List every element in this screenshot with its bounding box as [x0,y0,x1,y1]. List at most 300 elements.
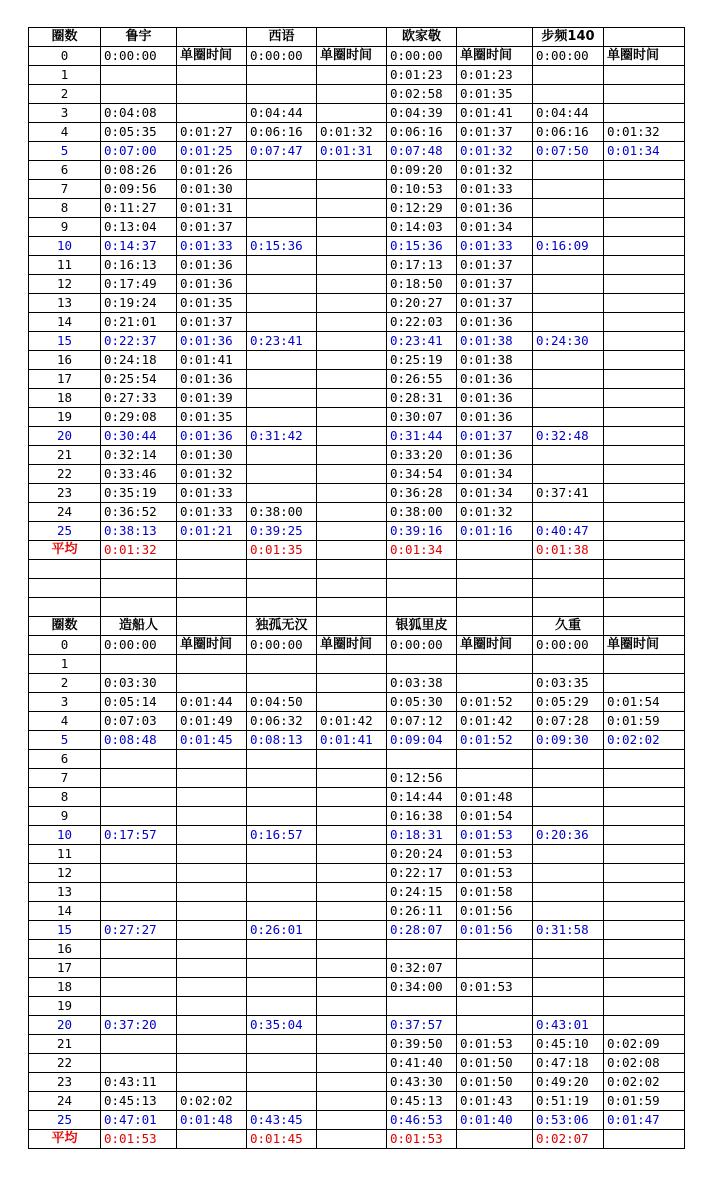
cumulative-time-cell[interactable] [533,465,604,484]
cumulative-time-cell[interactable]: 0:11:27 [101,199,177,218]
lap-split-cell[interactable] [177,85,247,104]
average-value-cell[interactable] [604,1130,685,1149]
round-number-cell[interactable]: 21 [29,1035,101,1054]
lap-split-cell[interactable] [177,978,247,997]
lap-split-cell[interactable]: 0:01:52 [457,693,533,712]
empty-cell[interactable] [604,617,685,636]
lap-time-header-cell[interactable]: 单圈时间 [604,47,685,66]
cumulative-time-cell[interactable] [247,484,317,503]
cumulative-time-cell[interactable]: 0:38:00 [247,503,317,522]
cumulative-time-cell[interactable] [101,883,177,902]
cumulative-time-cell[interactable]: 0:27:33 [101,389,177,408]
round-number-cell[interactable]: 6 [29,161,101,180]
lap-split-cell[interactable]: 0:01:53 [457,864,533,883]
empty-cell[interactable] [457,598,533,617]
cumulative-time-cell[interactable]: 0:05:14 [101,693,177,712]
cumulative-time-cell[interactable]: 0:43:45 [247,1111,317,1130]
lap-split-cell[interactable] [317,674,387,693]
lap-split-cell[interactable] [604,959,685,978]
lap-split-cell[interactable] [177,845,247,864]
cumulative-time-cell[interactable]: 0:13:04 [101,218,177,237]
cumulative-time-cell[interactable]: 0:24:18 [101,351,177,370]
lap-split-cell[interactable] [177,769,247,788]
empty-cell[interactable] [177,560,247,579]
lap-split-cell[interactable] [317,864,387,883]
lap-split-cell[interactable]: 0:01:53 [457,845,533,864]
average-label-cell[interactable]: 平均 [29,1130,101,1149]
average-value-cell[interactable] [604,541,685,560]
cumulative-time-cell[interactable] [533,294,604,313]
lap-split-cell[interactable] [604,237,685,256]
lap-split-cell[interactable]: 0:02:02 [604,1073,685,1092]
lap-split-cell[interactable]: 0:01:33 [457,180,533,199]
cumulative-time-cell[interactable]: 0:09:30 [533,731,604,750]
cumulative-time-cell[interactable]: 0:21:01 [101,313,177,332]
cumulative-time-cell[interactable] [247,313,317,332]
cumulative-time-cell[interactable] [101,1035,177,1054]
lap-split-cell[interactable] [457,769,533,788]
cumulative-time-cell[interactable]: 0:08:13 [247,731,317,750]
cumulative-time-cell[interactable]: 0:38:13 [101,522,177,541]
lap-split-cell[interactable] [604,845,685,864]
lap-split-cell[interactable]: 0:01:25 [177,142,247,161]
cumulative-time-cell[interactable]: 0:35:19 [101,484,177,503]
cumulative-time-cell[interactable]: 0:07:50 [533,142,604,161]
cumulative-time-cell[interactable]: 0:31:44 [387,427,457,446]
empty-cell[interactable] [247,598,317,617]
lap-split-cell[interactable] [457,674,533,693]
lap-split-cell[interactable] [317,1092,387,1111]
lap-split-cell[interactable] [317,978,387,997]
lap-split-cell[interactable] [457,940,533,959]
cumulative-time-cell[interactable]: 0:16:13 [101,256,177,275]
cumulative-time-cell[interactable]: 0:05:30 [387,693,457,712]
lap-split-cell[interactable]: 0:01:47 [604,1111,685,1130]
cumulative-time-cell[interactable] [247,1092,317,1111]
lap-split-cell[interactable]: 0:01:52 [457,731,533,750]
empty-cell[interactable] [317,598,387,617]
lap-split-cell[interactable]: 0:01:43 [457,1092,533,1111]
round-number-cell[interactable]: 2 [29,674,101,693]
cumulative-time-cell[interactable]: 0:00:00 [387,47,457,66]
cumulative-time-cell[interactable]: 0:03:38 [387,674,457,693]
cumulative-time-cell[interactable] [101,845,177,864]
empty-cell[interactable] [387,579,457,598]
lap-split-cell[interactable]: 0:01:32 [604,123,685,142]
cumulative-time-cell[interactable] [533,503,604,522]
cumulative-time-cell[interactable]: 0:36:52 [101,503,177,522]
cumulative-time-cell[interactable] [387,997,457,1016]
lap-split-cell[interactable]: 0:01:37 [457,294,533,313]
lap-split-cell[interactable] [317,693,387,712]
empty-cell[interactable] [177,598,247,617]
cumulative-time-cell[interactable]: 0:28:07 [387,921,457,940]
cumulative-time-cell[interactable]: 0:00:00 [101,636,177,655]
cumulative-time-cell[interactable]: 0:09:56 [101,180,177,199]
cumulative-time-cell[interactable] [533,351,604,370]
lap-split-cell[interactable] [604,408,685,427]
round-number-cell[interactable]: 8 [29,788,101,807]
empty-cell[interactable] [387,560,457,579]
round-number-cell[interactable]: 19 [29,408,101,427]
round-number-cell[interactable]: 2 [29,85,101,104]
cumulative-time-cell[interactable]: 0:07:03 [101,712,177,731]
lap-split-cell[interactable] [317,180,387,199]
lap-split-cell[interactable]: 0:01:56 [457,902,533,921]
lap-split-cell[interactable]: 0:01:35 [457,85,533,104]
cumulative-time-cell[interactable]: 0:16:57 [247,826,317,845]
cumulative-time-cell[interactable] [247,1035,317,1054]
lap-split-cell[interactable] [317,446,387,465]
lap-split-cell[interactable] [457,997,533,1016]
lap-split-cell[interactable] [604,161,685,180]
cumulative-time-cell[interactable] [533,655,604,674]
lap-split-cell[interactable] [177,826,247,845]
cumulative-time-cell[interactable]: 0:29:08 [101,408,177,427]
round-header-cell[interactable]: 圈数 [29,617,101,636]
cumulative-time-cell[interactable] [533,845,604,864]
lap-split-cell[interactable]: 0:01:31 [317,142,387,161]
cumulative-time-cell[interactable] [247,389,317,408]
lap-split-cell[interactable] [604,921,685,940]
cumulative-time-cell[interactable] [101,1054,177,1073]
cumulative-time-cell[interactable]: 0:06:16 [387,123,457,142]
lap-split-cell[interactable]: 0:01:59 [604,1092,685,1111]
lap-split-cell[interactable]: 0:01:41 [177,351,247,370]
lap-split-cell[interactable] [317,275,387,294]
cumulative-time-cell[interactable]: 0:16:38 [387,807,457,826]
cumulative-time-cell[interactable] [247,465,317,484]
lap-split-cell[interactable] [604,85,685,104]
average-value-cell[interactable]: 0:02:07 [533,1130,604,1149]
cumulative-time-cell[interactable]: 0:00:00 [533,47,604,66]
cumulative-time-cell[interactable]: 0:22:17 [387,864,457,883]
cumulative-time-cell[interactable]: 0:14:03 [387,218,457,237]
round-number-cell[interactable]: 22 [29,465,101,484]
lap-split-cell[interactable]: 0:01:35 [177,294,247,313]
round-number-cell[interactable]: 10 [29,826,101,845]
lap-split-cell[interactable]: 0:01:54 [604,693,685,712]
cumulative-time-cell[interactable]: 0:53:06 [533,1111,604,1130]
lap-time-header-cell[interactable]: 单圈时间 [317,47,387,66]
lap-split-cell[interactable]: 0:02:02 [604,731,685,750]
cumulative-time-cell[interactable]: 0:37:57 [387,1016,457,1035]
empty-cell[interactable] [317,28,387,47]
empty-cell[interactable] [29,579,101,598]
cumulative-time-cell[interactable]: 0:04:44 [247,104,317,123]
lap-split-cell[interactable] [604,66,685,85]
player-name-cell[interactable]: 欧家敬 [387,28,457,47]
cumulative-time-cell[interactable] [247,902,317,921]
cumulative-time-cell[interactable]: 0:06:32 [247,712,317,731]
lap-split-cell[interactable]: 0:01:37 [177,313,247,332]
lap-split-cell[interactable] [177,864,247,883]
cumulative-time-cell[interactable] [101,85,177,104]
round-number-cell[interactable]: 20 [29,427,101,446]
cumulative-time-cell[interactable]: 0:09:20 [387,161,457,180]
cumulative-time-cell[interactable]: 0:28:31 [387,389,457,408]
lap-split-cell[interactable]: 0:01:37 [177,218,247,237]
cumulative-time-cell[interactable] [533,769,604,788]
cumulative-time-cell[interactable]: 0:20:36 [533,826,604,845]
lap-time-header-cell[interactable]: 单圈时间 [604,636,685,655]
cumulative-time-cell[interactable]: 0:09:04 [387,731,457,750]
lap-split-cell[interactable]: 0:01:53 [457,1035,533,1054]
lap-split-cell[interactable]: 0:01:36 [177,370,247,389]
lap-split-cell[interactable]: 0:01:37 [457,427,533,446]
round-number-cell[interactable]: 18 [29,978,101,997]
lap-split-cell[interactable] [604,104,685,123]
cumulative-time-cell[interactable] [533,446,604,465]
lap-split-cell[interactable]: 0:01:56 [457,921,533,940]
lap-split-cell[interactable] [604,465,685,484]
cumulative-time-cell[interactable]: 0:06:16 [247,123,317,142]
lap-split-cell[interactable]: 0:01:30 [177,180,247,199]
lap-split-cell[interactable] [604,522,685,541]
cumulative-time-cell[interactable] [247,978,317,997]
lap-split-cell[interactable] [177,1016,247,1035]
cumulative-time-cell[interactable] [101,940,177,959]
lap-split-cell[interactable]: 0:01:45 [177,731,247,750]
cumulative-time-cell[interactable]: 0:04:39 [387,104,457,123]
lap-split-cell[interactable] [604,1016,685,1035]
empty-cell[interactable] [533,560,604,579]
cumulative-time-cell[interactable]: 0:12:56 [387,769,457,788]
cumulative-time-cell[interactable] [247,750,317,769]
lap-split-cell[interactable]: 0:01:40 [457,1111,533,1130]
cumulative-time-cell[interactable]: 0:45:10 [533,1035,604,1054]
lap-split-cell[interactable] [177,807,247,826]
lap-split-cell[interactable]: 0:01:44 [177,693,247,712]
average-value-cell[interactable]: 0:01:45 [247,1130,317,1149]
cumulative-time-cell[interactable] [101,769,177,788]
cumulative-time-cell[interactable] [247,85,317,104]
cumulative-time-cell[interactable]: 0:00:00 [533,636,604,655]
lap-split-cell[interactable] [457,655,533,674]
lap-split-cell[interactable] [604,218,685,237]
cumulative-time-cell[interactable]: 0:08:26 [101,161,177,180]
average-value-cell[interactable]: 0:01:34 [387,541,457,560]
cumulative-time-cell[interactable]: 0:05:29 [533,693,604,712]
cumulative-time-cell[interactable]: 0:32:14 [101,446,177,465]
round-number-cell[interactable]: 6 [29,750,101,769]
lap-split-cell[interactable] [317,237,387,256]
empty-cell[interactable] [317,579,387,598]
lap-split-cell[interactable] [604,655,685,674]
round-number-cell[interactable]: 13 [29,883,101,902]
round-number-cell[interactable]: 13 [29,294,101,313]
round-number-cell[interactable]: 24 [29,503,101,522]
lap-split-cell[interactable] [317,750,387,769]
player-name-cell[interactable]: 造船人 [101,617,177,636]
empty-cell[interactable] [457,579,533,598]
cumulative-time-cell[interactable] [101,788,177,807]
lap-split-cell[interactable]: 0:01:34 [457,484,533,503]
lap-split-cell[interactable] [604,294,685,313]
lap-split-cell[interactable] [317,655,387,674]
cumulative-time-cell[interactable]: 0:17:49 [101,275,177,294]
empty-cell[interactable] [533,598,604,617]
cumulative-time-cell[interactable]: 0:49:20 [533,1073,604,1092]
cumulative-time-cell[interactable]: 0:43:30 [387,1073,457,1092]
cumulative-time-cell[interactable] [247,408,317,427]
lap-split-cell[interactable] [604,769,685,788]
lap-split-cell[interactable]: 0:01:36 [457,370,533,389]
lap-split-cell[interactable] [317,1054,387,1073]
average-value-cell[interactable]: 0:01:35 [247,541,317,560]
cumulative-time-cell[interactable]: 0:39:25 [247,522,317,541]
cumulative-time-cell[interactable] [247,883,317,902]
average-value-cell[interactable] [177,1130,247,1149]
cumulative-time-cell[interactable]: 0:51:19 [533,1092,604,1111]
cumulative-time-cell[interactable] [247,1054,317,1073]
player-name-cell[interactable]: 独孤无汉 [247,617,317,636]
cumulative-time-cell[interactable]: 0:26:55 [387,370,457,389]
cumulative-time-cell[interactable]: 0:05:35 [101,123,177,142]
cumulative-time-cell[interactable]: 0:37:20 [101,1016,177,1035]
cumulative-time-cell[interactable]: 0:33:46 [101,465,177,484]
round-number-cell[interactable]: 11 [29,845,101,864]
lap-split-cell[interactable] [177,1073,247,1092]
cumulative-time-cell[interactable]: 0:03:35 [533,674,604,693]
lap-split-cell[interactable] [604,788,685,807]
lap-split-cell[interactable] [317,351,387,370]
lap-split-cell[interactable] [177,883,247,902]
cumulative-time-cell[interactable] [533,85,604,104]
cumulative-time-cell[interactable]: 0:35:04 [247,1016,317,1035]
lap-split-cell[interactable]: 0:01:34 [457,218,533,237]
cumulative-time-cell[interactable]: 0:31:58 [533,921,604,940]
cumulative-time-cell[interactable] [533,997,604,1016]
empty-cell[interactable] [604,579,685,598]
cumulative-time-cell[interactable] [247,807,317,826]
cumulative-time-cell[interactable]: 0:33:20 [387,446,457,465]
lap-split-cell[interactable]: 0:01:50 [457,1073,533,1092]
lap-split-cell[interactable] [457,959,533,978]
lap-split-cell[interactable]: 0:01:59 [604,712,685,731]
round-number-cell[interactable]: 23 [29,1073,101,1092]
cumulative-time-cell[interactable] [247,769,317,788]
lap-split-cell[interactable]: 0:01:33 [177,484,247,503]
empty-cell[interactable] [317,560,387,579]
cumulative-time-cell[interactable] [247,275,317,294]
lap-split-cell[interactable] [604,484,685,503]
cumulative-time-cell[interactable] [533,66,604,85]
lap-split-cell[interactable] [317,294,387,313]
cumulative-time-cell[interactable] [101,807,177,826]
lap-split-cell[interactable]: 0:01:33 [177,237,247,256]
lap-split-cell[interactable]: 0:01:32 [317,123,387,142]
lap-split-cell[interactable]: 0:02:02 [177,1092,247,1111]
lap-split-cell[interactable] [604,180,685,199]
cumulative-time-cell[interactable] [247,446,317,465]
cumulative-time-cell[interactable] [247,674,317,693]
lap-split-cell[interactable]: 0:01:53 [457,826,533,845]
cumulative-time-cell[interactable]: 0:30:07 [387,408,457,427]
lap-split-cell[interactable] [604,199,685,218]
cumulative-time-cell[interactable] [247,256,317,275]
round-number-cell[interactable]: 17 [29,370,101,389]
lap-split-cell[interactable]: 0:01:23 [457,66,533,85]
cumulative-time-cell[interactable] [533,256,604,275]
lap-split-cell[interactable] [317,1035,387,1054]
cumulative-time-cell[interactable] [533,750,604,769]
cumulative-time-cell[interactable] [247,864,317,883]
cumulative-time-cell[interactable] [247,218,317,237]
lap-split-cell[interactable]: 0:01:34 [457,465,533,484]
cumulative-time-cell[interactable] [247,655,317,674]
cumulative-time-cell[interactable]: 0:02:58 [387,85,457,104]
lap-split-cell[interactable] [177,788,247,807]
lap-split-cell[interactable] [317,1073,387,1092]
round-number-cell[interactable]: 24 [29,1092,101,1111]
cumulative-time-cell[interactable] [387,655,457,674]
average-label-cell[interactable]: 平均 [29,541,101,560]
cumulative-time-cell[interactable]: 0:07:47 [247,142,317,161]
lap-split-cell[interactable] [457,1016,533,1035]
lap-time-header-cell[interactable]: 单圈时间 [177,636,247,655]
lap-split-cell[interactable] [177,674,247,693]
lap-split-cell[interactable] [317,66,387,85]
round-number-cell[interactable]: 9 [29,807,101,826]
empty-cell[interactable] [457,28,533,47]
cumulative-time-cell[interactable] [247,161,317,180]
cumulative-time-cell[interactable]: 0:36:28 [387,484,457,503]
round-header-cell[interactable]: 圈数 [29,28,101,47]
empty-cell[interactable] [101,598,177,617]
player-name-cell[interactable]: 久重 [533,617,604,636]
lap-split-cell[interactable] [604,997,685,1016]
empty-cell[interactable] [604,560,685,579]
lap-split-cell[interactable] [604,940,685,959]
lap-split-cell[interactable] [317,921,387,940]
lap-split-cell[interactable] [317,332,387,351]
cumulative-time-cell[interactable]: 0:04:44 [533,104,604,123]
lap-split-cell[interactable] [317,85,387,104]
cumulative-time-cell[interactable] [101,750,177,769]
cumulative-time-cell[interactable] [387,940,457,959]
round-number-cell[interactable]: 7 [29,769,101,788]
lap-split-cell[interactable] [317,940,387,959]
empty-cell[interactable] [101,579,177,598]
lap-split-cell[interactable] [317,826,387,845]
cumulative-time-cell[interactable]: 0:08:48 [101,731,177,750]
cumulative-time-cell[interactable] [101,959,177,978]
cumulative-time-cell[interactable] [101,997,177,1016]
lap-split-cell[interactable]: 0:01:41 [317,731,387,750]
cumulative-time-cell[interactable]: 0:47:01 [101,1111,177,1130]
lap-split-cell[interactable]: 0:01:36 [457,408,533,427]
lap-split-cell[interactable] [177,997,247,1016]
lap-split-cell[interactable] [317,807,387,826]
round-number-cell[interactable]: 1 [29,66,101,85]
lap-split-cell[interactable]: 0:02:09 [604,1035,685,1054]
round-number-cell[interactable]: 15 [29,332,101,351]
lap-time-header-cell[interactable]: 单圈时间 [177,47,247,66]
cumulative-time-cell[interactable]: 0:17:13 [387,256,457,275]
cumulative-time-cell[interactable]: 0:23:41 [387,332,457,351]
cumulative-time-cell[interactable]: 0:17:57 [101,826,177,845]
empty-cell[interactable] [387,598,457,617]
lap-split-cell[interactable] [177,66,247,85]
cumulative-time-cell[interactable] [533,408,604,427]
lap-split-cell[interactable] [177,959,247,978]
cumulative-time-cell[interactable] [101,864,177,883]
lap-split-cell[interactable]: 0:01:36 [177,275,247,294]
lap-split-cell[interactable] [317,465,387,484]
cumulative-time-cell[interactable]: 0:22:37 [101,332,177,351]
empty-cell[interactable] [101,560,177,579]
